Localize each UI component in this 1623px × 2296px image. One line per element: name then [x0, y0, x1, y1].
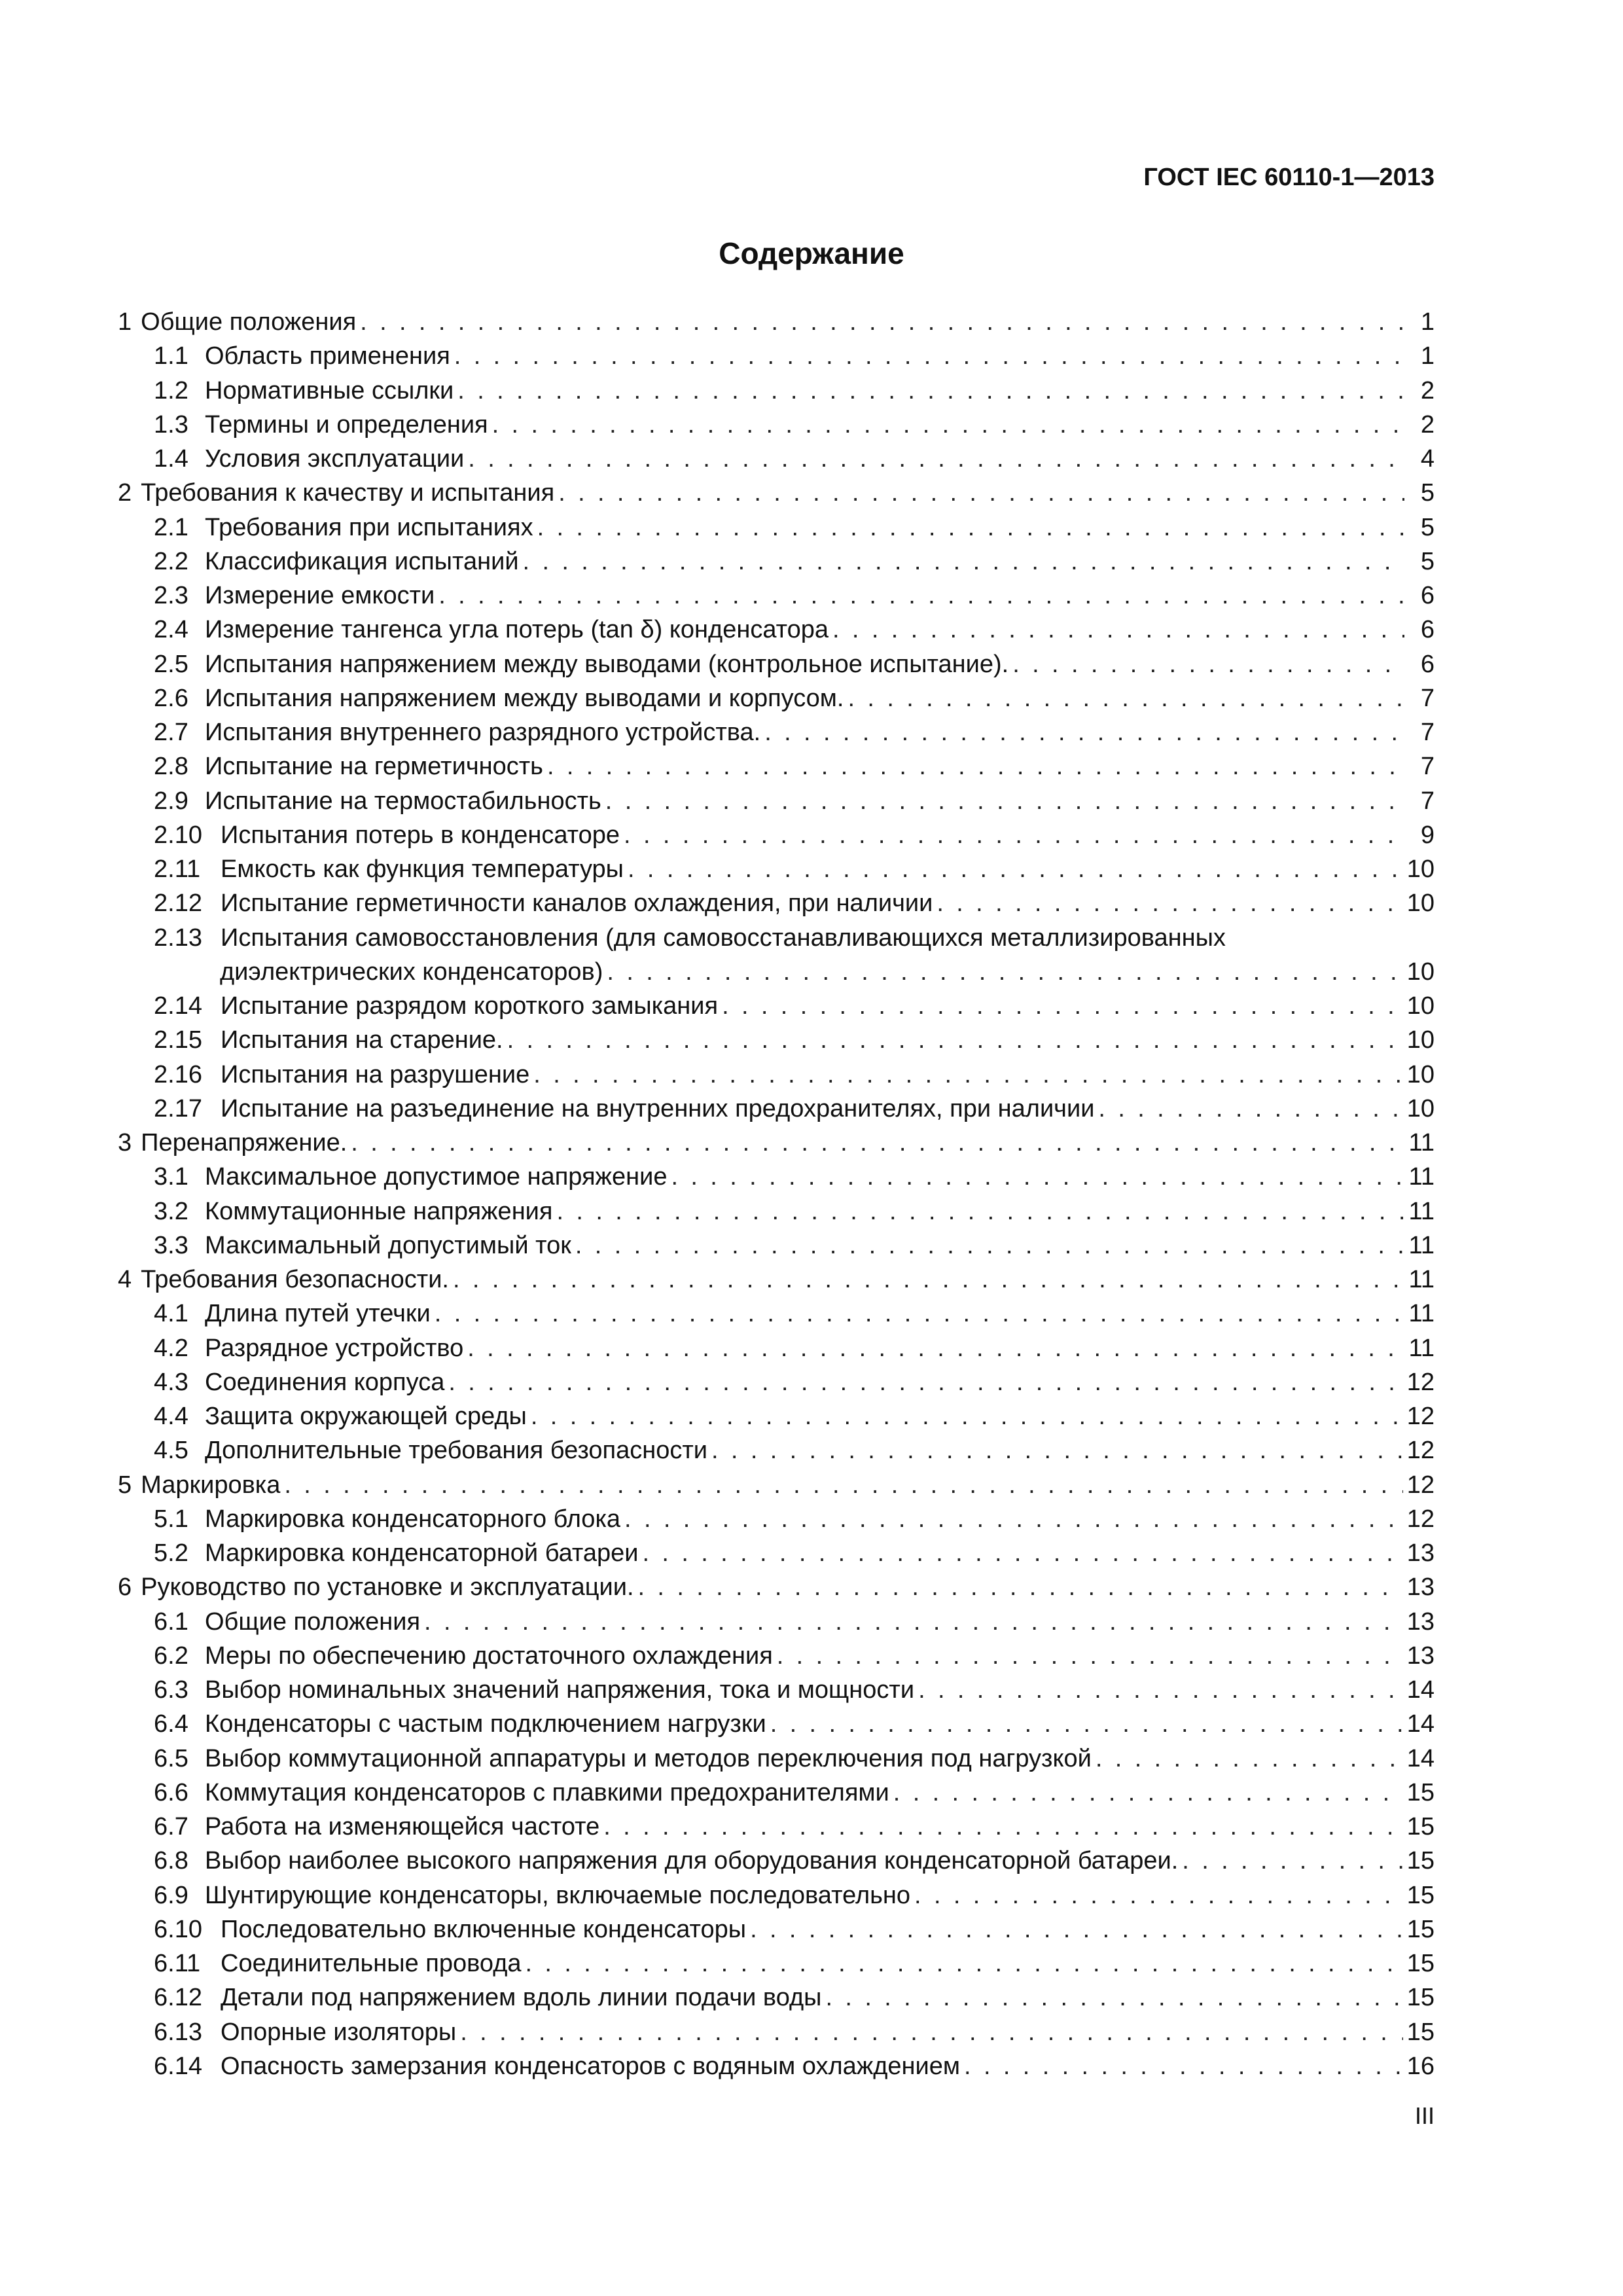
- toc-leader-dots: [777, 1639, 1403, 1673]
- toc-leader-dots: [764, 715, 1404, 749]
- toc-entry-number: 6.9: [154, 1881, 188, 1909]
- toc-entry-page: 11: [1408, 1197, 1435, 1225]
- toc-entry-number: 6.4: [154, 1710, 188, 1738]
- toc-entry-page: 10: [1406, 992, 1435, 1020]
- toc-entry-page: 13: [1406, 1641, 1435, 1670]
- toc-entry-page: 1: [1420, 342, 1435, 370]
- toc-entry-title: Область применения: [205, 342, 450, 370]
- toc-entry-number: 4.5: [154, 1437, 188, 1465]
- toc-entry-page: 12: [1406, 1471, 1435, 1499]
- toc-entry-number: 6.13: [154, 2018, 202, 2046]
- toc-entry[interactable]: [118, 1263, 1435, 1297]
- toc-entry-title: Измерение тангенса угла потерь (tan δ) конденсатора: [205, 616, 829, 644]
- toc-entry-number: 3: [118, 1129, 132, 1157]
- toc-entry-number: 5: [118, 1471, 132, 1499]
- toc-entry-title: Испытание разрядом короткого замыкания: [221, 992, 719, 1020]
- toc-leader-dots: [533, 1058, 1402, 1092]
- toc-entry-title: Выбор коммутационной аппаратуры и методов переключения под нагрузкой: [205, 1744, 1092, 1772]
- toc-leader-dots: [607, 955, 1402, 989]
- toc-entry-title: Испытания внутреннего разрядного устройства.: [205, 719, 761, 746]
- toc-entry[interactable]: [118, 511, 1435, 545]
- toc-entry[interactable]: [118, 374, 1435, 408]
- toc-entry-page: 15: [1406, 1915, 1435, 1943]
- toc-leader-dots: [507, 1023, 1403, 1057]
- toc-entry[interactable]: [118, 408, 1435, 442]
- toc-entry-title: Испытания напряжением между выводами (контрольное испытание).: [205, 650, 1009, 678]
- page-number: III: [1414, 2102, 1435, 2129]
- toc-entry-title: Маркировка конденсаторного блока: [205, 1505, 621, 1533]
- toc-entry-number: 2.4: [154, 616, 188, 644]
- toc-entry[interactable]: [118, 1160, 1435, 1194]
- toc-leader-dots: [722, 989, 1403, 1023]
- toc-entry[interactable]: [118, 1946, 1435, 1981]
- toc-leader-dots: [603, 1810, 1402, 1844]
- toc-entry-title: Опорные изоляторы: [221, 2018, 457, 2046]
- toc-leader-dots: [711, 1433, 1403, 1467]
- toc-entry[interactable]: [118, 1742, 1435, 1776]
- toc-entry-number: 5.2: [154, 1539, 188, 1567]
- toc-leader-dots: [936, 886, 1402, 920]
- toc-entry-page: 10: [1406, 855, 1435, 883]
- toc-entry-number: 4.2: [154, 1334, 188, 1362]
- toc-entry-number: 2.13: [154, 924, 202, 952]
- toc-entry-number: 4: [118, 1266, 132, 1293]
- toc-entry[interactable]: [118, 818, 1435, 852]
- toc-entry-title: Разрядное устройство: [205, 1334, 464, 1362]
- toc-entry-title: Испытания напряжением между выводами и корпусом.: [205, 684, 844, 712]
- toc-leader-dots: [624, 818, 1404, 852]
- toc-entry-title: Последовательно включенные конденсаторы: [221, 1915, 747, 1943]
- toc-entry-number: 4.4: [154, 1403, 188, 1430]
- toc-entry[interactable]: [118, 1126, 1435, 1160]
- toc-leader-dots: [605, 784, 1404, 818]
- toc-entry-page: 15: [1406, 1778, 1435, 1806]
- toc-leader-dots: [454, 339, 1404, 373]
- toc-leader-dots: [448, 1365, 1402, 1399]
- toc-entry-title: Испытание герметичности каналов охлаждения, при наличии: [221, 889, 933, 918]
- toc-leader-dots: [628, 852, 1403, 886]
- toc-entry-title: Испытания самовосстановления (для самовосстанавливающихся металлизированных: [221, 924, 1226, 952]
- toc-entry-number: 4.3: [154, 1368, 188, 1396]
- toc-leader-dots: [526, 1946, 1403, 1981]
- toc-entry-number: 6.14: [154, 2052, 202, 2080]
- toc-leader-dots: [638, 1570, 1403, 1604]
- toc-entry-number: 2.9: [154, 787, 188, 815]
- toc-entry[interactable]: [118, 1365, 1435, 1399]
- toc-entry-title: Длина путей утечки: [205, 1300, 431, 1328]
- toc-entry-page: 13: [1406, 1573, 1435, 1602]
- toc-entry-page: 6: [1420, 650, 1435, 678]
- toc-leader-dots: [468, 442, 1404, 476]
- toc-entry-title: Испытания на старение.: [221, 1026, 503, 1054]
- toc-entry[interactable]: [118, 921, 1435, 955]
- toc-entry-page: 15: [1406, 1813, 1435, 1840]
- toc-leader-dots: [531, 1399, 1403, 1433]
- toc-entry-title: Термины и определения: [205, 410, 488, 439]
- toc-entry[interactable]: [118, 1570, 1435, 1604]
- toc-entry-title: Емкость как функция температуры: [221, 855, 624, 883]
- toc-entry[interactable]: [118, 613, 1435, 647]
- toc-entry[interactable]: [118, 1433, 1435, 1467]
- toc-entry[interactable]: [118, 339, 1435, 373]
- toc-entry-page: 7: [1420, 719, 1435, 746]
- toc-entry-title: Общие положения: [205, 1607, 421, 1636]
- toc-entry-title: Дополнительные требования безопасности: [205, 1437, 707, 1465]
- toc-leader-dots: [671, 1160, 1404, 1194]
- toc-entry-title: Требования при испытаниях: [205, 513, 533, 541]
- toc-entry-page: 2: [1420, 410, 1435, 439]
- toc-entry[interactable]: [118, 1468, 1435, 1502]
- toc-entry-page: 4: [1420, 445, 1435, 473]
- toc-entry-page: 10: [1406, 1026, 1435, 1054]
- toc-entry-number: 2.15: [154, 1026, 202, 1054]
- toc-entry[interactable]: [118, 545, 1435, 579]
- toc-leader-dots: [523, 545, 1404, 579]
- toc-leader-dots: [457, 374, 1404, 408]
- toc-entry-number: 4.1: [154, 1300, 188, 1328]
- toc-entry[interactable]: [118, 1844, 1435, 1878]
- toc-leader-dots: [825, 1981, 1402, 2015]
- toc-entry-page: 10: [1406, 1094, 1435, 1122]
- toc-entry-number: 2.16: [154, 1060, 202, 1088]
- toc-entry-number: 6.5: [154, 1744, 188, 1772]
- toc-leader-dots: [643, 1536, 1403, 1570]
- toc-entry-page: 11: [1408, 1334, 1435, 1362]
- toc-entry[interactable]: [118, 442, 1435, 476]
- toc-entry-number: 2.6: [154, 684, 188, 712]
- toc-entry-title: Общие положения: [141, 308, 357, 336]
- toc-entry-page: 5: [1420, 479, 1435, 507]
- toc-entry-page: 11: [1408, 1300, 1435, 1328]
- toc-entry[interactable]: [118, 2015, 1435, 2049]
- toc-entry-title: Нормативные ссылки: [205, 376, 454, 404]
- toc-leader-dots: [750, 1912, 1403, 1946]
- toc-entry-title: Маркировка конденсаторной батареи: [205, 1539, 639, 1567]
- toc-entry-number: 1.1: [154, 342, 188, 370]
- toc-entry[interactable]: [118, 749, 1435, 783]
- toc-entry-title: Требования безопасности.: [141, 1266, 449, 1293]
- toc-leader-dots: [1096, 1742, 1403, 1776]
- toc-entry-title: Выбор номинальных значений напряжения, тока и мощности: [205, 1676, 915, 1704]
- toc-entry-title: Перенапряжение.: [141, 1129, 348, 1157]
- toc-entry-title: Защита окружающей среды: [205, 1403, 527, 1430]
- toc-entry-number: 6.8: [154, 1847, 188, 1875]
- toc-entry-title: Испытание на герметичность: [205, 753, 543, 781]
- toc-entry-number: 6.2: [154, 1641, 188, 1670]
- toc-entry[interactable]: [118, 1399, 1435, 1433]
- toc-leader-dots: [832, 613, 1404, 647]
- toc-entry-page: 6: [1420, 616, 1435, 644]
- toc-entry-page: 11: [1408, 1231, 1435, 1259]
- toc-leader-dots: [893, 1776, 1403, 1810]
- toc-entry-page: 5: [1420, 547, 1435, 575]
- toc-entry-number: 1.2: [154, 376, 188, 404]
- toc-entry-title: Детали под напряжением вдоль линии подачи воды: [221, 1984, 822, 2012]
- toc-entry-page: 2: [1420, 376, 1435, 404]
- toc-leader-dots: [847, 681, 1404, 715]
- toc-leader-dots: [1098, 1092, 1402, 1126]
- toc-entry-title: Максимальное допустимое напряжение: [205, 1163, 668, 1191]
- toc-entry[interactable]: [118, 579, 1435, 613]
- toc-entry[interactable]: [118, 647, 1435, 681]
- toc-entry[interactable]: [118, 1297, 1435, 1331]
- toc-entry[interactable]: [118, 2049, 1435, 2083]
- toc-entry-number: 2.1: [154, 513, 188, 541]
- toc-entry-title: Маркировка: [141, 1471, 281, 1499]
- toc-entry[interactable]: [118, 1331, 1435, 1365]
- toc-leader-dots: [492, 408, 1404, 442]
- toc-entry[interactable]: [118, 1502, 1435, 1536]
- toc-entry[interactable]: [118, 1023, 1435, 1057]
- toc-entry-number: 3.2: [154, 1197, 188, 1225]
- toc-entry-title: Соединительные провода: [221, 1950, 522, 1977]
- toc-entry-number: 6: [118, 1573, 132, 1602]
- toc-entry-page: 15: [1406, 1847, 1435, 1875]
- toc-leader-dots: [575, 1229, 1404, 1263]
- toc-entry-number: 6.11: [154, 1950, 201, 1977]
- toc-leader-dots: [624, 1502, 1403, 1536]
- toc-leader-dots: [460, 2015, 1402, 2049]
- toc-entry[interactable]: [118, 989, 1435, 1023]
- toc-entry-number: 1.4: [154, 445, 188, 473]
- toc-leader-dots: [770, 1707, 1403, 1741]
- toc-entry-number: 5.1: [154, 1505, 188, 1533]
- toc-entry-page: 12: [1406, 1368, 1435, 1396]
- toc-entry-number: 6.6: [154, 1778, 188, 1806]
- toc-entry-page: 14: [1406, 1744, 1435, 1772]
- toc-entry-number: 2.10: [154, 821, 202, 849]
- toc-entry-number: 6.10: [154, 1915, 202, 1943]
- toc-entry-page: 15: [1406, 1984, 1435, 2012]
- toc-entry[interactable]: [118, 1878, 1435, 1912]
- toc-entry-page: 9: [1420, 821, 1435, 849]
- toc-entry-title: Испытания потерь в конденсаторе: [221, 821, 620, 849]
- toc-entry-page: 12: [1406, 1437, 1435, 1465]
- toc-entry-title: Выбор наиболее высокого напряжения для оборудования конденсаторной батареи.: [205, 1847, 1179, 1875]
- toc-entry[interactable]: [118, 1981, 1435, 2015]
- toc-entry[interactable]: [118, 955, 1435, 989]
- toc-entry[interactable]: [118, 1092, 1435, 1126]
- toc-entry[interactable]: [118, 1605, 1435, 1639]
- toc-leader-dots: [914, 1878, 1403, 1912]
- toc-entry[interactable]: [118, 715, 1435, 749]
- toc-entry-number: 2.11: [154, 855, 201, 883]
- toc-leader-dots: [1012, 647, 1404, 681]
- toc-entry-number: 2.3: [154, 582, 188, 609]
- toc-entry-number: 1.3: [154, 410, 188, 439]
- toc-entry[interactable]: [118, 1810, 1435, 1844]
- toc-leader-dots: [537, 511, 1404, 545]
- toc-leader-dots: [284, 1468, 1402, 1502]
- toc-entry[interactable]: [118, 784, 1435, 818]
- toc-entry-number: 2.17: [154, 1094, 202, 1122]
- toc-entry-page: 10: [1406, 1060, 1435, 1088]
- toc-entry-page: 7: [1420, 684, 1435, 712]
- toc-entry-page: 6: [1420, 582, 1435, 609]
- toc-entry-page: 14: [1406, 1676, 1435, 1704]
- toc-entry[interactable]: [118, 1536, 1435, 1570]
- toc-entry-page: 7: [1420, 787, 1435, 815]
- toc-entry-number: 6.12: [154, 1984, 202, 2012]
- toc-entry-title: Испытание на разъединение на внутренних предохранителях, при наличии: [221, 1094, 1095, 1122]
- toc-entry-title: Измерение емкости: [205, 582, 435, 609]
- toc-entry-page: 11: [1408, 1266, 1435, 1293]
- toc-entry-number: 2: [118, 479, 132, 507]
- table-of-contents: [118, 305, 1435, 2083]
- page-title: Содержание: [719, 236, 904, 270]
- toc-entry[interactable]: [118, 1229, 1435, 1263]
- toc-entry-page: 15: [1406, 1881, 1435, 1909]
- toc-entry[interactable]: [118, 1639, 1435, 1673]
- toc-entry-title: Конденсаторы с частым подключением нагрузки: [205, 1710, 766, 1738]
- toc-entry-title: Коммутационные напряжения: [205, 1197, 553, 1225]
- toc-entry[interactable]: [118, 852, 1435, 886]
- toc-entry-title: Руководство по установке и эксплуатации.: [141, 1573, 634, 1602]
- toc-entry-page: 12: [1406, 1403, 1435, 1430]
- toc-entry[interactable]: [118, 1673, 1435, 1707]
- toc-entry-number: 6.1: [154, 1607, 188, 1636]
- toc-entry-title: Требования к качеству и испытания: [141, 479, 555, 507]
- toc-entry-number: 3.1: [154, 1163, 188, 1191]
- toc-entry-title: Шунтирующие конденсаторы, включаемые последовательно: [205, 1881, 911, 1909]
- toc-entry-page: 5: [1420, 513, 1435, 541]
- toc-entry-page: 14: [1406, 1710, 1435, 1738]
- toc-leader-dots: [424, 1605, 1403, 1639]
- toc-entry[interactable]: [118, 476, 1435, 510]
- toc-leader-dots: [558, 476, 1404, 510]
- toc-entry-title: Работа на изменяющейся частоте: [205, 1813, 600, 1840]
- toc-entry[interactable]: [118, 1707, 1435, 1741]
- toc-entry[interactable]: [118, 305, 1435, 339]
- toc-entry-title: Соединения корпуса: [205, 1368, 445, 1396]
- toc-entry[interactable]: [118, 1776, 1435, 1810]
- toc-leader-dots: [438, 579, 1404, 613]
- toc-entry-number: 2.2: [154, 547, 188, 575]
- toc-entry-page: 16: [1406, 2052, 1435, 2080]
- toc-entry-page: 1: [1420, 308, 1435, 336]
- toc-entry-title: Классификация испытаний: [205, 547, 519, 575]
- toc-entry-title: Испытание на термостабильность: [205, 787, 601, 815]
- toc-entry-page: 12: [1406, 1505, 1435, 1533]
- toc-entry[interactable]: [118, 1058, 1435, 1092]
- toc-leader-dots: [918, 1673, 1403, 1707]
- toc-entry-page: 10: [1406, 958, 1435, 986]
- toc-entry-page: 15: [1406, 1950, 1435, 1977]
- toc-leader-dots: [360, 305, 1404, 339]
- toc-entry-page: 15: [1406, 2018, 1435, 2046]
- toc-entry[interactable]: [118, 1194, 1435, 1229]
- toc-leader-dots: [453, 1263, 1404, 1297]
- toc-leader-dots: [964, 2049, 1403, 2083]
- toc-entry-number: 2.12: [154, 889, 202, 918]
- toc-entry-number: 1: [118, 308, 132, 336]
- toc-leader-dots: [556, 1194, 1404, 1229]
- toc-entry-number: 2.5: [154, 650, 188, 678]
- toc-entry-title: Опасность замерзания конденсаторов с водяным охлаждением: [221, 2052, 961, 2080]
- toc-entry-title: Испытания на разрушение: [221, 1060, 530, 1088]
- toc-entry-number: 3.3: [154, 1231, 188, 1259]
- toc-entry-page: 11: [1408, 1163, 1435, 1191]
- toc-entry-number: 2.14: [154, 992, 202, 1020]
- toc-entry-title: Максимальный допустимый ток: [205, 1231, 571, 1259]
- toc-leader-dots: [467, 1331, 1404, 1365]
- toc-entry-number: 6.3: [154, 1676, 188, 1704]
- toc-entry-title: Коммутация конденсаторов с плавкими предохранителями: [205, 1778, 889, 1806]
- toc-entry-page: 13: [1406, 1607, 1435, 1636]
- toc-leader-dots: [1182, 1844, 1402, 1878]
- toc-leader-dots: [435, 1297, 1404, 1331]
- toc-leader-dots: [547, 749, 1404, 783]
- toc-entry-page: 11: [1408, 1129, 1435, 1157]
- toc-entry[interactable]: [118, 886, 1435, 920]
- document-code: ГОСТ IEC 60110-1—2013: [1143, 164, 1435, 191]
- toc-entry-number: 2.7: [154, 719, 188, 746]
- toc-entry-title: диэлектрических конденсаторов): [220, 958, 603, 986]
- toc-entry-number: 6.7: [154, 1813, 188, 1840]
- toc-leader-dots: [351, 1126, 1404, 1160]
- toc-entry-title: Условия эксплуатации: [205, 445, 465, 473]
- toc-entry-page: 7: [1420, 753, 1435, 781]
- toc-entry-title: Меры по обеспечению достаточного охлаждения: [205, 1641, 773, 1670]
- toc-entry[interactable]: [118, 681, 1435, 715]
- toc-entry-page: 10: [1406, 889, 1435, 918]
- toc-entry-number: 2.8: [154, 753, 188, 781]
- toc-entry-page: 13: [1406, 1539, 1435, 1567]
- toc-entry[interactable]: [118, 1912, 1435, 1946]
